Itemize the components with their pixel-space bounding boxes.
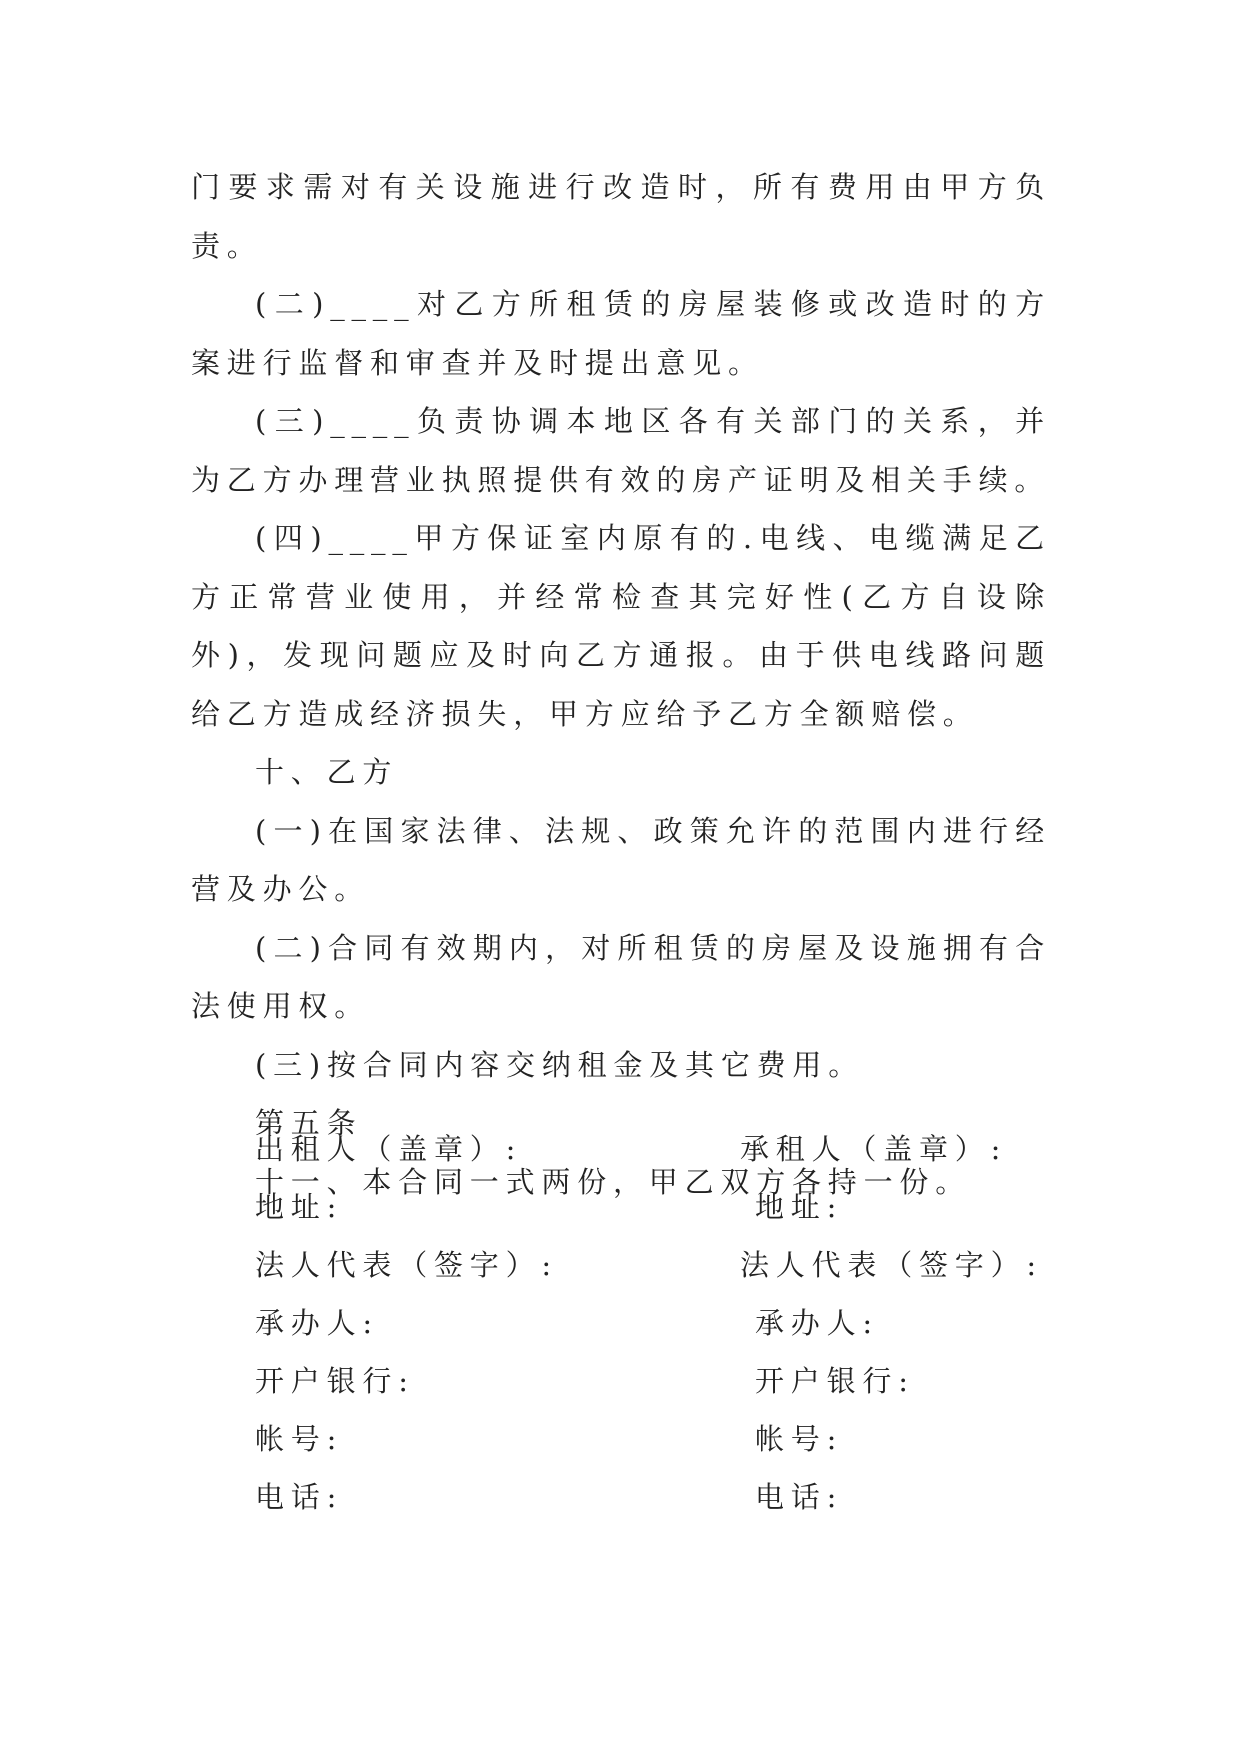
copies-clause: 十一、本合同一式两份，甲乙双方各持一份。 (255, 1164, 972, 1199)
lessee-handler-label: 承办人: (755, 1306, 879, 1340)
lessee-address-label: 地址: (755, 1190, 844, 1224)
signature-row-handler (0, 1294, 1241, 1352)
party-b-item-3: (三)按合同内容交纳租金及其它费用。 (255, 1047, 865, 1082)
lessee-bank-label: 开户银行: (755, 1364, 915, 1398)
paragraph-continuation: 门要求需对有关设施进行改造时，所有费用由甲方负责。 (191, 170, 1051, 263)
lessor-address-label: 地址: (255, 1190, 344, 1224)
lessor-legal-rep-label: 法人代表（签字）: (255, 1248, 558, 1282)
signature-row-bank (0, 1352, 1241, 1410)
party-b-item-1: (一)在国家法律、法规、政策允许的范围内进行经营及办公。 (191, 813, 1051, 906)
lessor-bank-label: 开户银行: (255, 1364, 415, 1398)
lessor-phone-label: 电话: (255, 1480, 344, 1514)
lessee-legal-rep-label: 法人代表（签字）: (740, 1248, 1043, 1282)
section-heading-party-b: 十、乙方 (255, 755, 399, 789)
clause-item-2: (二)____对乙方所租赁的房屋装修或改造时的方案进行监督和审查并及时提出意见。 (191, 287, 1051, 380)
signature-row-legal-rep (0, 1236, 1241, 1294)
lessor-handler-label: 承办人: (255, 1306, 379, 1340)
signature-row-seal (0, 1120, 1241, 1178)
clause-item-4: (四)____甲方保证室内原有的.电线、电缆满足乙方正常营业使用，并经常检查其完好性(乙方自设除外)，发现问题应及时向乙方通报。由于供电线路问题给乙方造成经济损失，甲方应给予乙方全额赔偿。 (191, 521, 1051, 731)
signature-row-account (0, 1410, 1241, 1468)
clause-item-3: (三)____负责协调本地区各有关部门的关系，并为乙方办理营业执照提供有效的房产证明及相关手续。 (191, 404, 1051, 497)
lessor-seal-label: 出租人（盖章）: (255, 1132, 523, 1166)
party-b-item-2: (二)合同有效期内，对所租赁的房屋及设施拥有合法使用权。 (191, 930, 1051, 1023)
article-heading-5: 第五条 (255, 1106, 363, 1140)
lessee-phone-label: 电话: (755, 1480, 844, 1514)
lessee-seal-label: 承租人（盖章）: (740, 1132, 1008, 1166)
lessor-account-label: 帐号: (255, 1422, 344, 1456)
contract-body (191, 158, 1051, 1211)
lessee-account-label: 帐号: (755, 1422, 844, 1456)
signature-row-phone (0, 1468, 1241, 1526)
signature-row-address (0, 1178, 1241, 1236)
